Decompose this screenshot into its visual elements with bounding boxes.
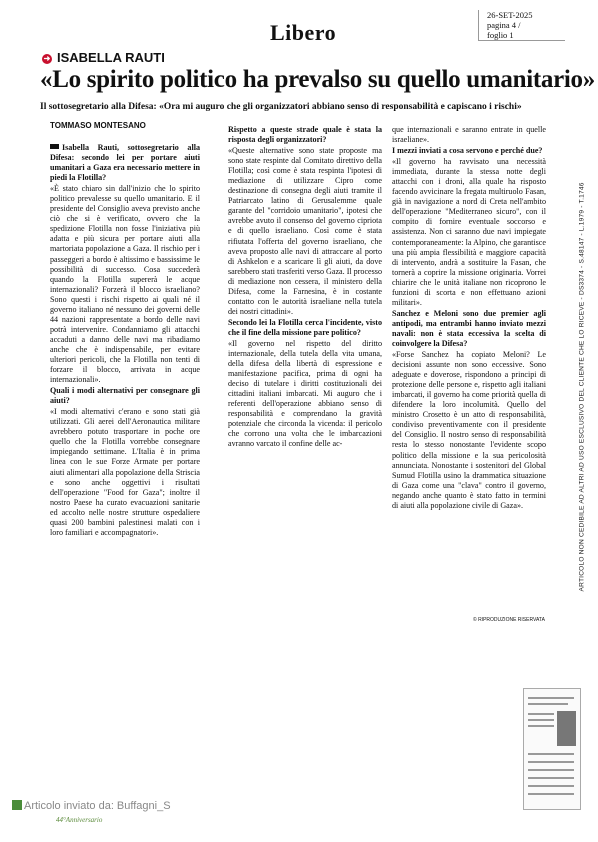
thumbnail-line <box>528 785 574 787</box>
interview-answer <box>50 184 200 385</box>
article-column-2 <box>228 125 382 451</box>
article-subtitle: Il sottosegretario alla Difesa: «Ora mi auguro che gli organizzatori abbiano senso di responsabilità e capiscano i rischi» <box>40 102 522 112</box>
page-number: pagina 4 / <box>487 20 521 30</box>
footer-credit-text: Articolo inviato da: Buffagni_S <box>24 800 171 812</box>
paragraph-text: Sanchez e Meloni sono due premier agli antipodi, ma entrambi hanno inviato mezzi navali: non è stata eccessiva la scelta di coinvolgere la Difesa? <box>392 308 546 348</box>
article-title: «Lo spirito politico ha prevalso su quello umanitario» <box>40 66 595 93</box>
paragraph-text: Isabella Rauti, sottosegretario alla Difesa: secondo lei per portare aiuti umanitari a Gaza era necessario mettere in piedi la Flotilla? <box>50 143 200 183</box>
thumbnail-line <box>528 697 574 699</box>
thumbnail-line <box>528 725 554 727</box>
thumbnail-line <box>528 793 574 795</box>
thumbnail-line <box>528 703 568 705</box>
interview-question <box>50 143 200 183</box>
paragraph-text: Quali i modi alternativi per consegnare gli aiuti? <box>50 386 200 406</box>
thumbnail-line <box>528 753 574 755</box>
article-column-3 <box>392 125 546 512</box>
arrow-bullet-icon: ➜ <box>43 54 51 63</box>
interview-answer <box>392 350 546 511</box>
interview-question <box>228 318 382 338</box>
thumbnail-line <box>528 769 574 771</box>
paragraph-text: «Forse Sanchez ha copiato Meloni? Le decisioni assunte non sono eccessive. Sono adeguate e doverose, rispondono a principi di protezione delle persone e, rispetto agli italiani imbarcati, il governo ha come priorità quella di difendere la loro incolumità. Quello del ministro Crosetto è un atto di responsabilità, condiviso preventivamente con il presidente del Consiglio. Il nostro senso di responsabilità resta lo stesso nonostante l'evidente scopo politico della missione e la sua pericolosità annunciata. Nonostante i sostenitori del Global Sumud Flotilla usino la drammatica situazione di Gaza come una "clava" contro il governo, negando anche quanto è stato fatto in termini di aiuti alla popolazione civile di Gaza». <box>392 350 546 510</box>
page-date: 26-SET-2025 <box>487 10 533 20</box>
interview-question <box>392 309 546 349</box>
interview-answer <box>50 407 200 538</box>
paragraph-text: «È stato chiaro sin dall'inizio che lo spirito politico prevalesse su quello umanitario. E il presidente del Consiglio aveva previsto anche ciò che si è verificato, ovvero che la spedizione Flotilla non fosse l'iniziativa più adatta e più sicura per portare aiuti alla martoriata popolazione a Gaza. Il rischio per i passeggeri a bordo è altissimo e bassissime le possibilità di successo. Cosa succederà quando la Flotilla supererà le acque internazionali? Forzerà il blocco israeliano? Sono questi i rischi rispetto ai quali né il governo italiano né nessuno dei governi delle 44 nazioni rappresentate a bordo delle navi potrà intervenire. Condanniamo gli attacchi accaduti a danno delle navi ma ribadiamo anche che è indispensabile, per evitare ulteriori pericoli, che la Flotilla non tenti di forzare il blocco, arrivata in acque internazionali». <box>50 184 200 385</box>
page-thumbnail <box>523 688 581 810</box>
paragraph-text: Secondo lei la Flotilla cerca l'incidente, visto che il fine della missione pare politico? <box>228 317 382 337</box>
copyright-notice: © RIPRODUZIONE RISERVATA <box>473 617 545 623</box>
newspaper-logo: Libero <box>270 20 337 45</box>
anniversary-label: 44°Anniversario <box>56 816 103 824</box>
lead-square-icon <box>50 144 59 149</box>
interview-answer <box>392 125 546 145</box>
agency-logo-icon <box>12 800 22 810</box>
interview-answer <box>392 157 546 308</box>
paragraph-text: «Il governo ha ravvisato una necessità immediata, durante la stessa notte degli attacchi con i droni, alla quale ha risposto facendo avvicinare la fregata multiruolo Fasan, già in navigazione a nord di Creta nell'ambito dell'operazione "Mediterraneo sicuro", con il compito di fornire eventuale soccorso e assistenza. Non ci saranno due navi impiegate contemporaneamente: la Alpino, che garantisce una più ampia flessibilità e maggiore capacità di intervento, andrà a sostituire la Fasan, che tornerà a coprire la missione originaria. Vorrei chiarire che le unità italiane non ricoprono le funzioni di scorta e non effettuano azioni militari». <box>392 157 546 307</box>
footer-credit <box>12 800 171 812</box>
interview-question <box>392 146 546 156</box>
vertical-disclaimer <box>572 158 590 598</box>
thumbnail-line <box>528 713 554 715</box>
sheet-number: foglio 1 <box>487 30 514 40</box>
article-kicker <box>42 50 165 65</box>
article-column-1 <box>50 143 200 539</box>
interview-question <box>50 386 200 406</box>
interview-answer <box>228 146 382 317</box>
thumbnail-photo <box>557 711 576 746</box>
vertical-disclaimer-text: ARTICOLO NON CEDIBILE AD ALTRI AD USO ESCLUSIVO DEL CLIENTE CHE LO RICEVE - DS3374 - S.48147 - L.1979 - T.1746 <box>578 182 586 592</box>
article-byline: TOMMASO MONTESANO <box>50 121 146 130</box>
paragraph-text: «Il governo nel rispetto del diritto internazionale, della tutela della vita umana, della difesa della libertà di espressione e manifestazione pacifica, prima di ogni ha deciso di tutelare i diritti costituzionali dei cittadini italiani imbarcati. Mi auguro che i referenti dell'operazione abbiano senso di responsabilità e comprendano la gravità potenziale che circonda la vicenda: il pericolo che corrono una volta che le imbarcazioni avranno varcato il confine delle ac- <box>228 338 382 449</box>
paragraph-text: I mezzi inviati a cosa servono e perché due? <box>392 146 543 156</box>
page-info-box <box>478 10 565 41</box>
paragraph-text: «I modi alternativi c'erano e sono stati già utilizzati. Gli aerei dell'Aeronautica militare avrebbero potuto trasportare in poche ore quello che la Flotilla vorrebbe consegnare impiegando settimane. L'Italia è in prima linea con le sue Forze Armate per portare aiuti alimentari alla popolazione della Striscia e sono anche oggettivi i risultati dell'operazione "Food for Gaza"; inoltre il nostro Paese ha curato evacuazioni sanitarie ed accolto nelle nostre strutture ospedaliere quasi 200 bambini palestinesi malati con i loro familiari e accompagnatori». <box>50 407 200 537</box>
thumbnail-line <box>528 777 574 779</box>
paragraph-text: que internazionali e saranno entrate in quelle israeliane». <box>392 125 546 145</box>
kicker-text: ISABELLA RAUTI <box>57 50 165 65</box>
paragraph-text: «Queste alternative sono state proposte ma sono state respinte dal Comitato direttivo della Flotilla; così come è stata respinta l'ipotesi di mediazione di utilizzare Cipro come destinazione di consegna degli aiuti tramite il Patriarcato latino di Gerusalemme quale garante del "corridoio umanitario", ipotesi che avrebbe avuto il consenso del governo cipriota e di quello israeliano. Così come è stata rifiutata l'offerta del governo israeliano, che aveva proposto alle navi di attraccare al porto di Ashkelon e a scaricare lì gli aiuti, da dove sarebbero stati trasferiti verso Gaza. Il processo di mediazione non cessera, il ministero della Difesa, come la Farnesina, è in costante contatto con le autorità israeliane nella tutela dei nostri cittadini». <box>228 146 382 316</box>
interview-answer <box>228 339 382 450</box>
paragraph-text: Rispetto a queste strade quale è stata la risposta degli organizzatori? <box>228 125 382 145</box>
thumbnail-line <box>528 719 554 721</box>
interview-question <box>228 125 382 145</box>
thumbnail-line <box>528 761 574 763</box>
